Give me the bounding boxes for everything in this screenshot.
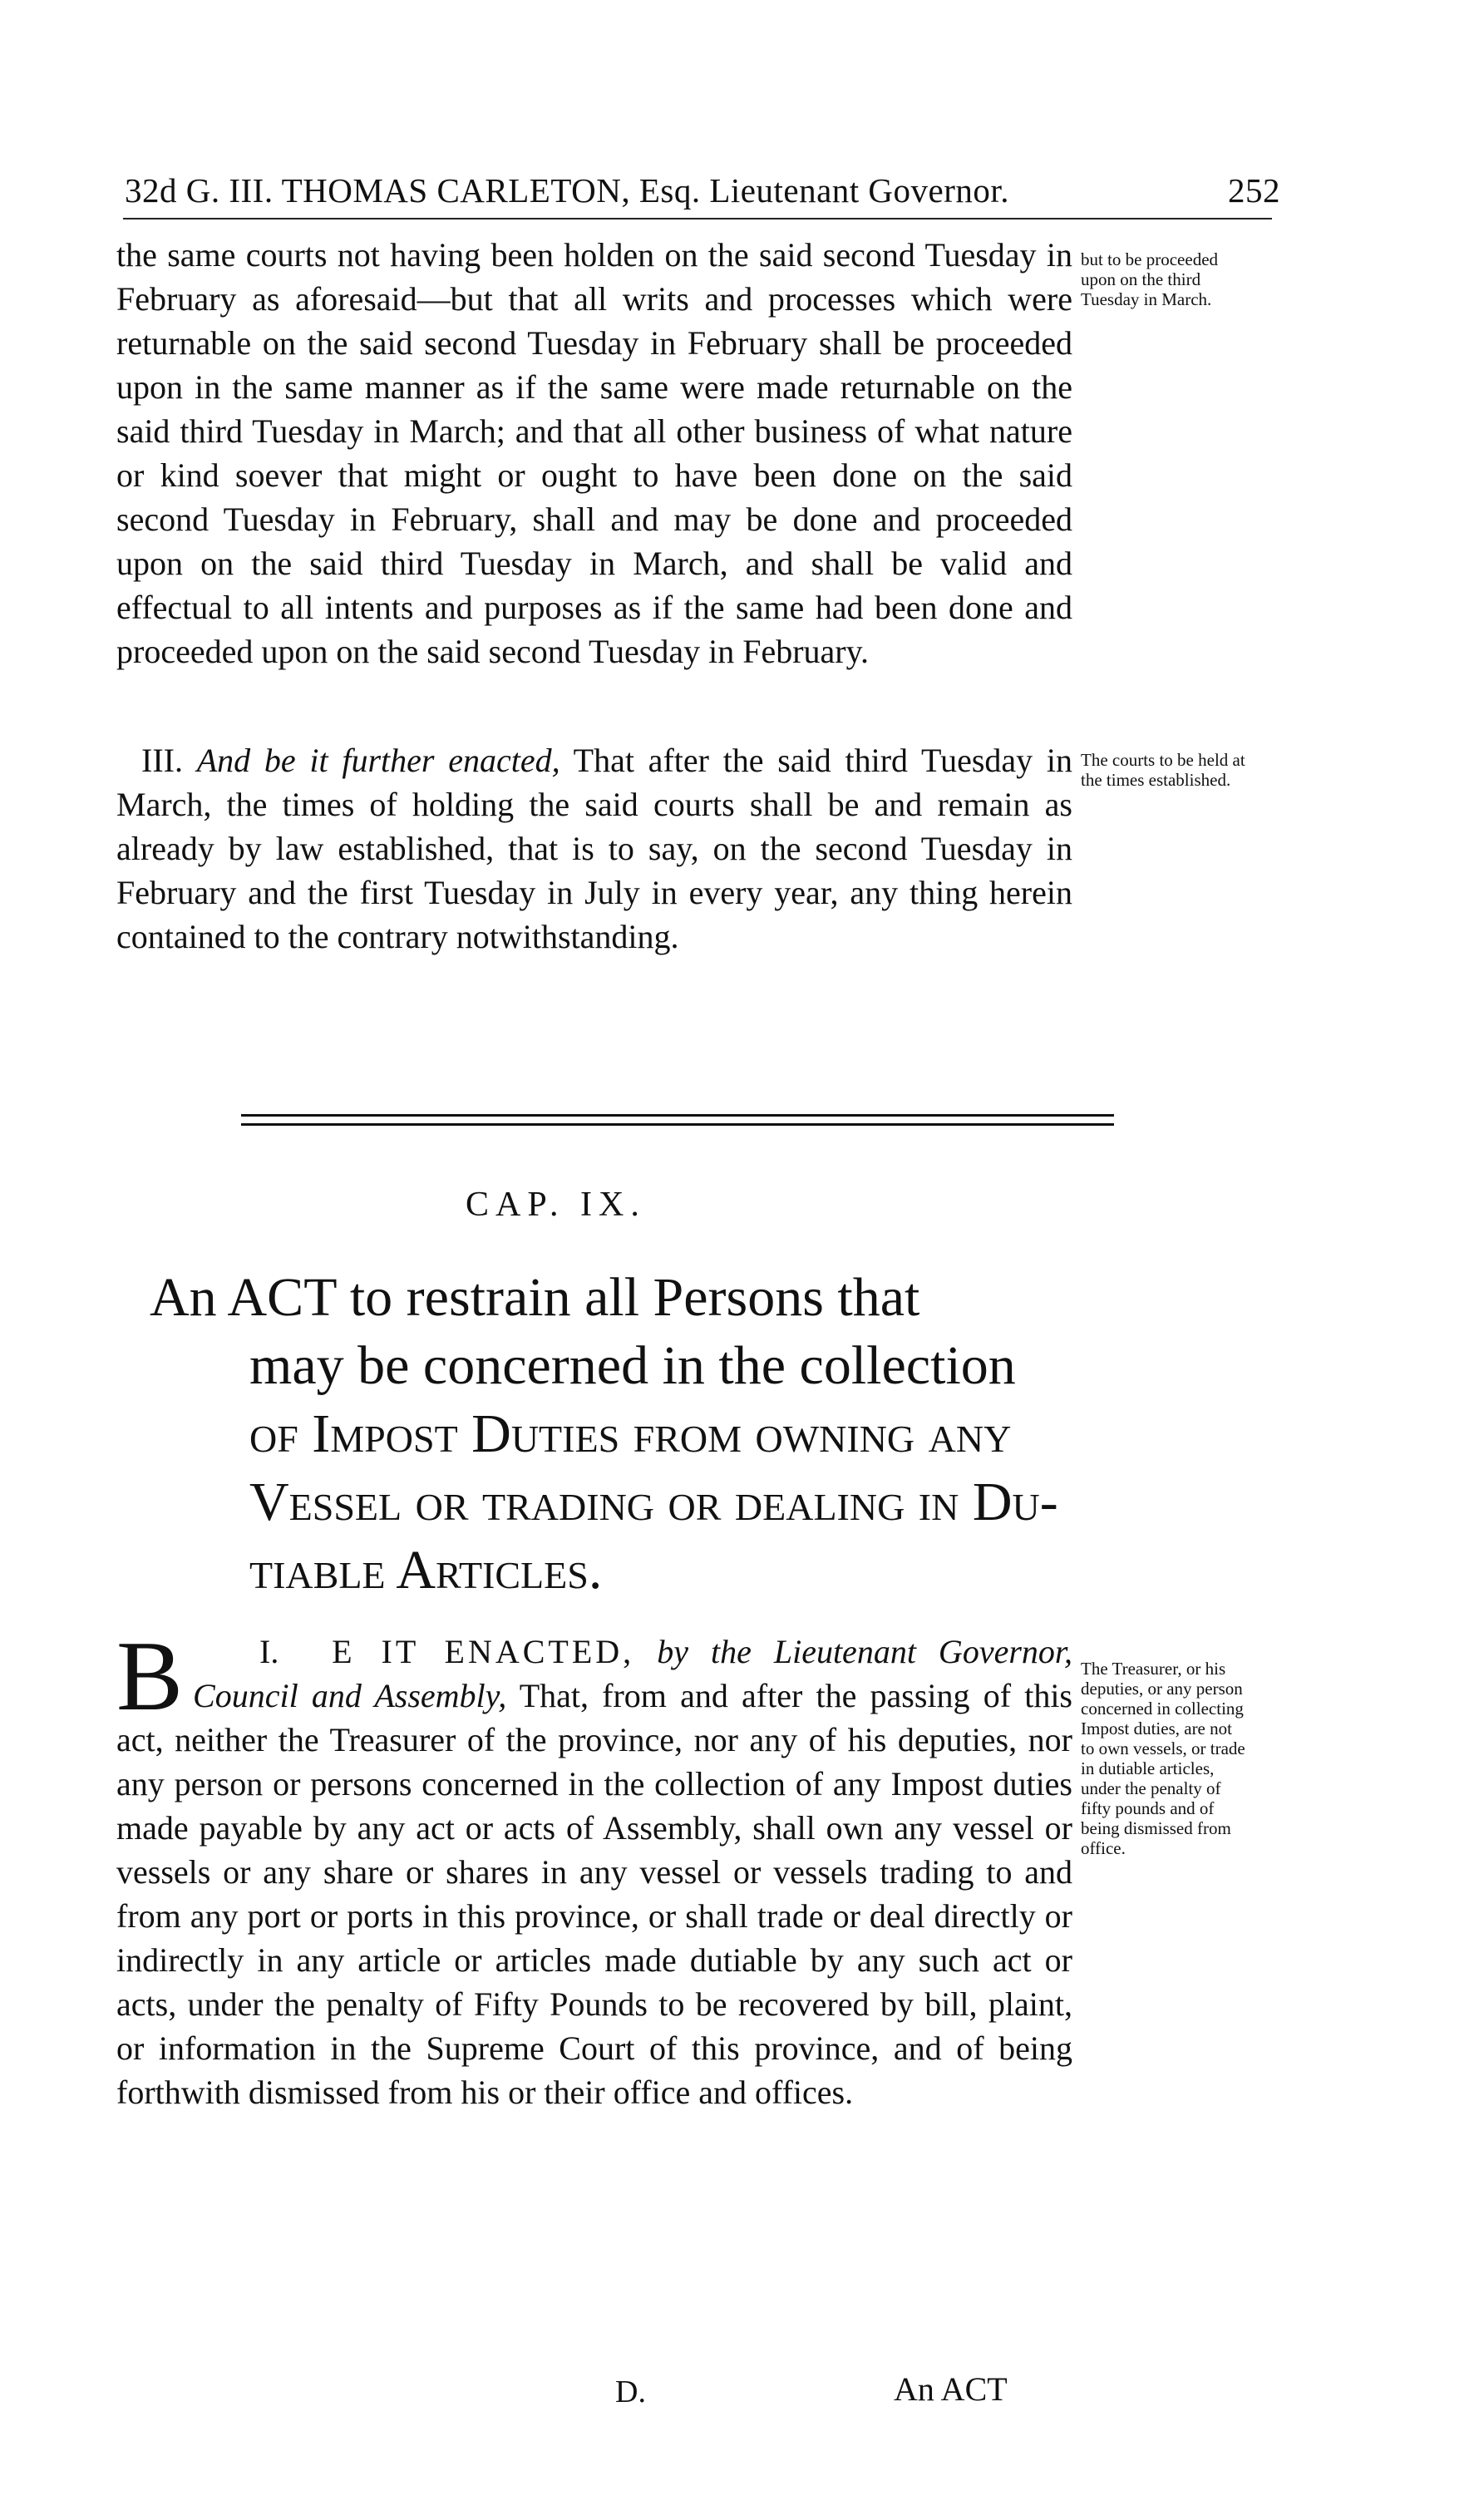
act-title-line: of Impost Duties from owning any (249, 1403, 1012, 1464)
act-title (150, 1264, 1106, 1605)
margin-note: but to be proceeded upon on the third Tuesday in March. (1081, 249, 1219, 309)
margin-note: The Treasurer, or his deputies, or any person concerned in collecting Impost duties, are not to own vessels, or trade in dutiable articles, under the penalty of fifty pounds and of being dismissed from office. (1081, 1659, 1245, 1858)
chapter-heading: CAP. IX. (466, 1186, 646, 1224)
section-number: III. (141, 742, 183, 779)
header-rule (123, 218, 1272, 219)
act-title-line: An ACT to restrain all Persons that (150, 1267, 920, 1328)
section-number: I. (259, 1633, 279, 1670)
drop-cap: B (116, 1620, 184, 1731)
paragraph-text (116, 738, 1072, 959)
act-title-line: tiable Articles. (249, 1540, 603, 1600)
catchword: An ACT (894, 2370, 1008, 2408)
paragraph-text: the same courts not having been holden on the said second Tuesday in February as aforesaid—but that all writs and processes which were returnable on the said second Tuesday in February shall be proceeded upon in the same manner as if the same were made returnable on the said third Tuesday in March; and that all other business of what nature or kind soever that might or ought to have been done on the said second Tuesday in February, shall and may be done and proceeded upon on the said third Tuesday in March, and shall be valid and effectual to all intents and purposes as if the same had been done and proceeded upon on the said second Tuesday in February. (116, 236, 1072, 670)
section-one-paragraph (116, 1620, 1073, 2114)
margin-note: The courts to be held at the times established. (1081, 750, 1245, 790)
section-text: That, from and after the passing of this act, neither the Treasurer of the province, nor any of his deputies, nor any person or persons concerned in the collection of any Impost duties made payable by any act or acts of Assembly, shall own any vessel or vessels or any share or shares in any vessel or vessels trading to and from any port or ports in this province, or shall trade or deal directly or indirectly in any article or articles made dutiable by any such act or acts, under the penalty of Fifty Pounds to be recovered by bill, plaint, or information in the Supreme Court of this province, and of being forthwith dismissed from his or their office and offices. (116, 1677, 1072, 2111)
section-divider-rule (241, 1123, 1114, 1126)
page-number: 252 (1228, 171, 1280, 210)
act-title-line: may be concerned in the collection (249, 1335, 1016, 1396)
section-three-paragraph (116, 738, 1072, 959)
act-title-line: Vessel or trading or dealing in Du- (249, 1472, 1058, 1532)
continued-paragraph (116, 233, 1072, 673)
section-text: That after the said third Tuesday in March, the times of holding the said courts shall be and remain as already by law established, that is to say, on the second Tuesday in February and the first Tuesday in July in every year, any thing herein contained to the contrary notwithstanding. (116, 742, 1073, 955)
signature-mark: D. (615, 2375, 646, 2409)
running-header (125, 170, 1280, 210)
section-divider-rule (241, 1114, 1114, 1117)
enacting-authority: by the Lieutenant Governor, Council and Assembly, (193, 1633, 1073, 1714)
header-title: 32d G. III. THOMAS CARLETON, Esq. Lieutenant Governor. (125, 171, 1010, 210)
enacting-clause: E IT ENACTED, (332, 1633, 635, 1670)
enacting-clause: And be it further enacted, (196, 742, 560, 779)
